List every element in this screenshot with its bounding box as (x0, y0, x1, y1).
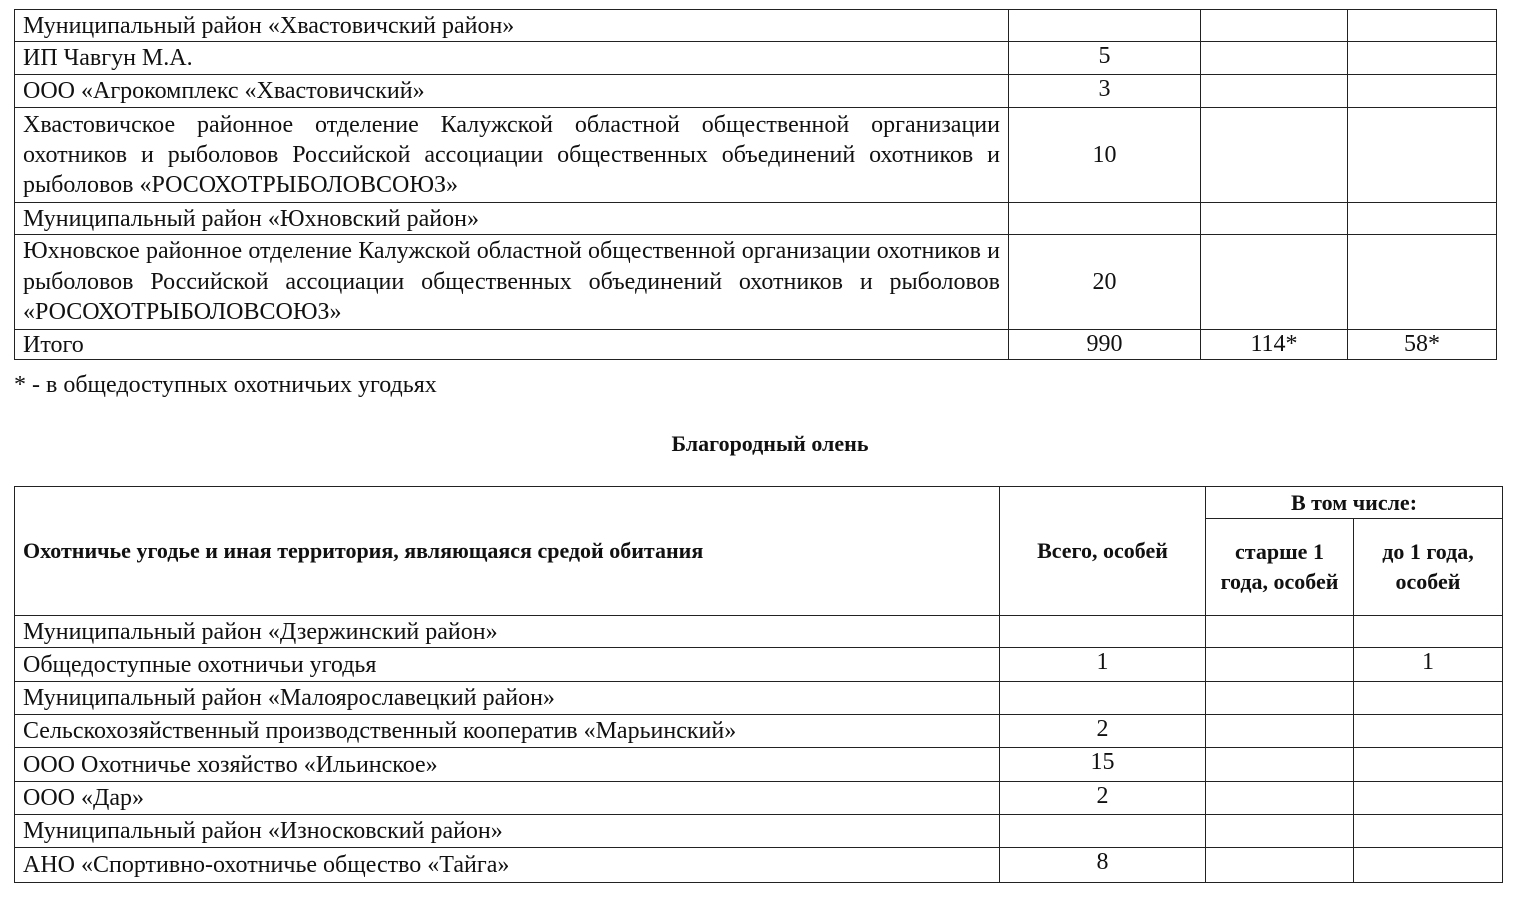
younger-cell (1348, 108, 1497, 203)
territory-cell: ООО «Агрокомплекс «Хвастовичский» (15, 75, 1009, 108)
table-row (15, 748, 1503, 782)
younger-cell (1354, 682, 1503, 715)
older-cell (1201, 108, 1348, 203)
younger-cell (1354, 782, 1503, 815)
table-row (15, 235, 1497, 330)
older-cell: 114* (1201, 330, 1348, 360)
header-row (15, 487, 1503, 519)
total-cell: 15 (1000, 748, 1206, 782)
younger-cell (1354, 848, 1503, 883)
table-row (15, 782, 1503, 815)
table-row (15, 616, 1503, 648)
total-cell: 8 (1000, 848, 1206, 883)
older-cell (1206, 848, 1354, 883)
total-header: Всего, особей (1000, 487, 1206, 616)
older-cell (1206, 715, 1354, 748)
older-cell (1206, 682, 1354, 715)
table-row (15, 848, 1503, 883)
younger-header: до 1 года, особей (1354, 519, 1503, 616)
territory-cell: Муниципальный район «Малоярославецкий район» (15, 682, 1000, 715)
total-cell: 2 (1000, 782, 1206, 815)
table-row (15, 648, 1503, 682)
total-cell (1000, 682, 1206, 715)
total-cell (1009, 203, 1201, 235)
footnote: * - в общедоступных охотничьих угодьях (14, 372, 437, 398)
territory-cell: ООО «Дар» (15, 782, 1000, 815)
territory-cell: Муниципальный район «Юхновский район» (15, 203, 1009, 235)
territory-cell: Общедоступные охотничьи угодья (15, 648, 1000, 682)
table-row (15, 10, 1497, 42)
younger-cell: 58* (1348, 330, 1497, 360)
table-row (15, 42, 1497, 75)
older-cell (1201, 10, 1348, 42)
territory-cell: АНО «Спортивно-охотничье общество «Тайга» (15, 848, 1000, 883)
total-row (15, 330, 1497, 360)
total-label: Итого (15, 330, 1009, 360)
total-cell (1009, 10, 1201, 42)
total-cell: 2 (1000, 715, 1206, 748)
older-cell (1201, 235, 1348, 330)
top-table (14, 9, 1497, 360)
older-cell (1206, 748, 1354, 782)
younger-cell (1354, 616, 1503, 648)
total-cell: 5 (1009, 42, 1201, 75)
bottom-table (14, 486, 1503, 883)
younger-cell (1354, 815, 1503, 848)
table-row (15, 203, 1497, 235)
total-cell: 10 (1009, 108, 1201, 203)
younger-cell (1354, 715, 1503, 748)
total-cell (1000, 616, 1206, 648)
total-cell: 990 (1009, 330, 1201, 360)
total-cell: 20 (1009, 235, 1201, 330)
older-cell (1206, 648, 1354, 682)
younger-cell (1348, 10, 1497, 42)
older-header: старше 1 года, особей (1206, 519, 1354, 616)
older-cell (1201, 203, 1348, 235)
total-cell: 3 (1009, 75, 1201, 108)
younger-cell (1348, 42, 1497, 75)
territory-cell: ООО Охотничье хозяйство «Ильинское» (15, 748, 1000, 782)
table-row (15, 715, 1503, 748)
total-cell: 1 (1000, 648, 1206, 682)
older-cell (1206, 616, 1354, 648)
territory-cell: Юхновское районное отделение Калужской областной общественной организации охотников и рыболовов Российской ассоциации общественных объединений охотников и рыболовов «РОСОХОТРЫБОЛОВСОЮЗ» (15, 235, 1009, 330)
territory-cell: Муниципальный район «Дзержинский район» (15, 616, 1000, 648)
younger-cell (1348, 203, 1497, 235)
including-header: В том числе: (1206, 487, 1503, 519)
territory-header: Охотничье угодье и иная территория, являющаяся средой обитания (15, 487, 1000, 616)
older-cell (1201, 75, 1348, 108)
table-row (15, 815, 1503, 848)
older-cell (1206, 782, 1354, 815)
younger-cell (1354, 748, 1503, 782)
territory-cell: Муниципальный район «Износковский район» (15, 815, 1000, 848)
table-row (15, 108, 1497, 203)
table-row (15, 75, 1497, 108)
younger-cell (1348, 75, 1497, 108)
table-row (15, 682, 1503, 715)
section-title: Благородный олень (671, 431, 869, 456)
territory-cell: ИП Чавгун М.А. (15, 42, 1009, 75)
older-cell (1201, 42, 1348, 75)
territory-cell: Муниципальный район «Хвастовичский район» (15, 10, 1009, 42)
younger-cell: 1 (1354, 648, 1503, 682)
older-cell (1206, 815, 1354, 848)
territory-cell: Хвастовичское районное отделение Калужской областной общественной организации охотников и рыболовов Российской ассоциации общественных объединений охотников и рыболовов «РОСОХОТРЫБОЛОВСОЮЗ» (15, 108, 1009, 203)
younger-cell (1348, 235, 1497, 330)
territory-cell: Сельскохозяйственный производственный кооператив «Марьинский» (15, 715, 1000, 748)
total-cell (1000, 815, 1206, 848)
